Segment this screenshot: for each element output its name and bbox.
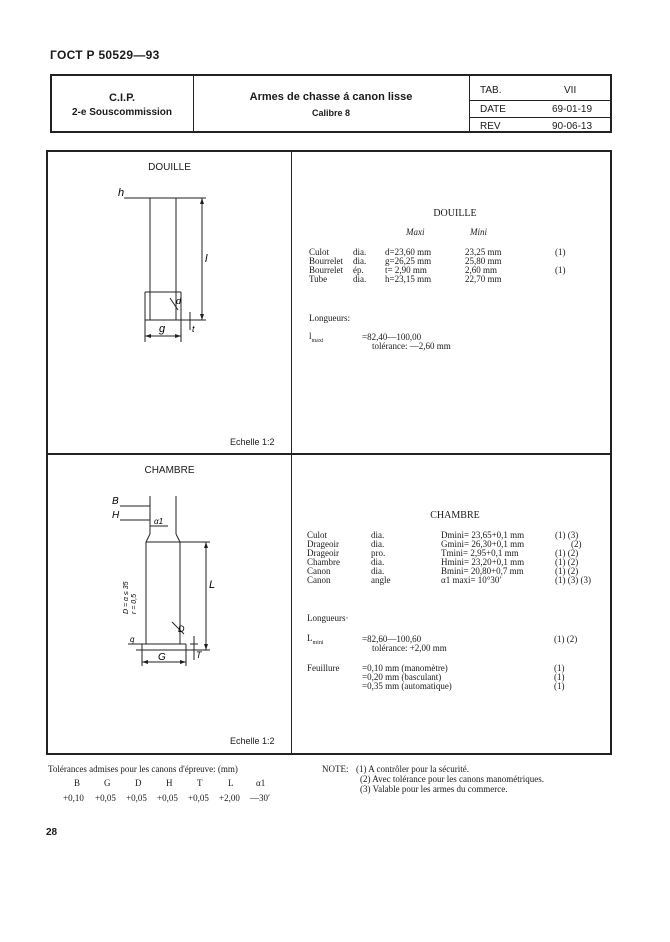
label-h: h — [118, 187, 125, 199]
tol-symbol: L — [228, 778, 234, 788]
label-T: T — [196, 650, 202, 660]
meta-value-date: 69-01-19 — [552, 104, 593, 115]
label-d: d — [176, 296, 182, 306]
label-B: B — [112, 496, 119, 507]
douille-spec-title: DOUILLE — [433, 208, 477, 219]
label-G: G — [158, 652, 166, 663]
tolerances-title: Tolérances admises pour les canons d'épreuve: (mm) — [48, 764, 238, 774]
document-title: Armes de chasse á canon lisse — [249, 91, 413, 103]
label-radius: r = 0,5 — [131, 593, 138, 614]
tol-value: —30′ — [250, 793, 270, 803]
meta-value-tab: VII — [564, 85, 577, 96]
label-D: D — [178, 624, 185, 634]
tol-value: +0,05 — [95, 793, 116, 803]
note-item: (3) Valable pour les armes du commerce. — [360, 784, 508, 794]
notes-label: NOTE: — [322, 764, 349, 774]
caliber: Calibre 8 — [311, 108, 351, 118]
label-H: H — [112, 510, 120, 521]
label-L: L — [209, 579, 216, 591]
feuillure-label: Feuillure — [307, 663, 340, 673]
chambre-scale: Echelle 1:2 — [230, 736, 275, 746]
label-side-condition: D = α ≤ 35 — [123, 581, 130, 614]
chambre-lengths-label: Longueurs· — [307, 613, 349, 623]
meta-label-date: DATE — [480, 104, 506, 115]
meta-value-rev: 90-06-13 — [552, 121, 593, 132]
note-item: (2) Avec tolérance pour les canons manométriques. — [360, 774, 545, 784]
tol-symbol: H — [166, 778, 173, 788]
org-name: C.I.P. — [108, 92, 136, 104]
lmin-notes: (1) (2) — [554, 634, 578, 644]
tol-value: +0,10 — [63, 793, 84, 803]
label-t: t — [192, 324, 195, 334]
tol-symbol: α1 — [256, 778, 266, 788]
meta-label-rev: REV — [480, 121, 501, 132]
forcing-cone-left — [146, 534, 150, 542]
col-mini: Mini — [470, 227, 487, 237]
col-maxi: Maxi — [406, 227, 425, 237]
label-alpha1: α1 — [154, 517, 164, 526]
chambre-panel-title: CHAMBRE — [144, 465, 195, 476]
lmin-value: =82,60—100,60 — [362, 634, 422, 644]
tol-value: +0,05 — [126, 793, 147, 803]
chambre-tolerance: tolérance: +2,00 mm — [372, 643, 447, 653]
chamber-drawing — [106, 484, 236, 674]
subcommission: 2-e Souscommission — [71, 107, 173, 118]
lmin-symbol: $L_{mini}$ — [307, 633, 324, 646]
page-number: 28 — [46, 827, 58, 838]
tol-symbol: D — [135, 778, 142, 788]
douille-lengths-label: Longueurs: — [309, 313, 350, 323]
meta-label-tab: TAB. — [480, 85, 502, 96]
lmax-value: =82,40—100,00 — [362, 332, 422, 342]
tol-value: +0,05 — [188, 793, 209, 803]
document-code: ГОСТ Р 50529—93 — [50, 48, 160, 62]
label-g: g — [159, 323, 166, 335]
tol-symbol: T — [197, 778, 203, 788]
douille-scale: Echelle 1:2 — [230, 437, 275, 447]
douille-tolerance: tolérance: —2,60 mm — [372, 341, 451, 351]
tol-symbol: B — [74, 778, 81, 788]
cartridge-drawing — [110, 180, 220, 350]
chambre-spec-title: CHAMBRE — [430, 510, 480, 521]
note-item: (1) A contrôler pour la sécurité. — [356, 764, 469, 774]
lmax-symbol: $l_{maxi}$ — [309, 331, 324, 344]
tol-value: +2,00 — [219, 793, 240, 803]
label-l: l — [205, 253, 208, 265]
douille-panel-title: DOUILLE — [148, 162, 191, 173]
label-q: q — [130, 635, 135, 644]
tol-symbol: G — [104, 778, 111, 788]
tol-value: +0,05 — [157, 793, 178, 803]
